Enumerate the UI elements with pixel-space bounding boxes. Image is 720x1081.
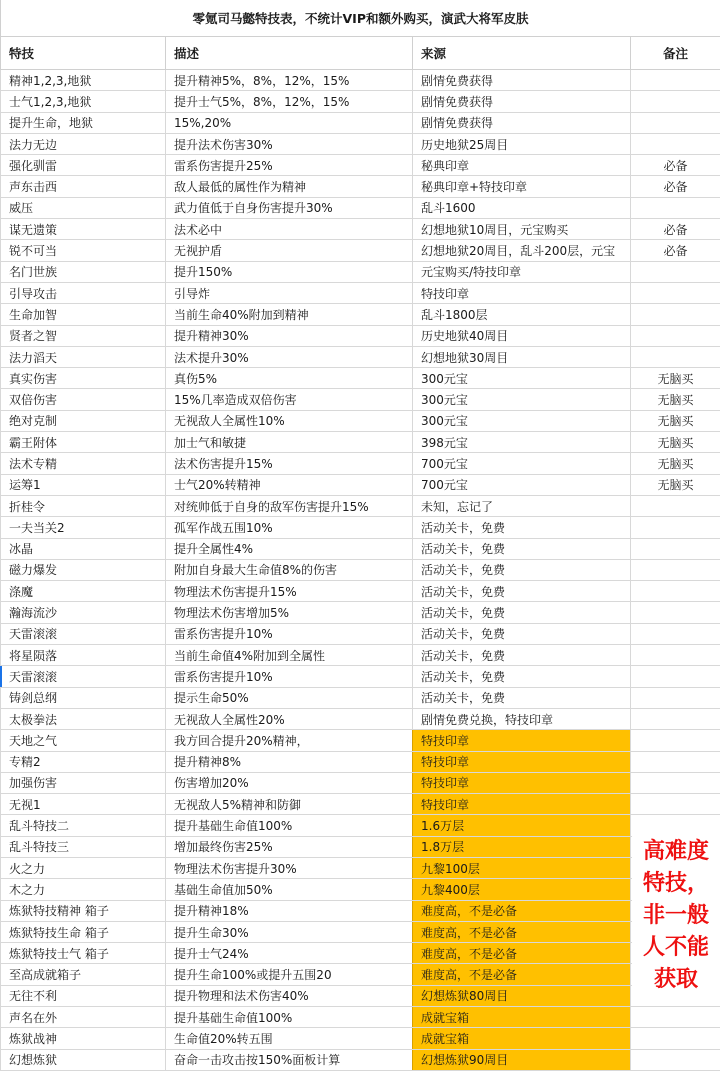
cell-note[interactable]	[630, 1050, 720, 1070]
cell-source[interactable]: 剧情免费获得	[412, 113, 630, 133]
header-row	[0, 37, 720, 70]
cell-note[interactable]	[630, 262, 720, 282]
cell-skill[interactable]: 专精2	[0, 752, 165, 772]
cell-note[interactable]	[630, 602, 720, 622]
cell-source[interactable]: 秘典印章	[412, 155, 630, 175]
cell-skill[interactable]: 至高成就箱子	[0, 964, 165, 984]
table-row	[0, 517, 720, 538]
cell-note[interactable]	[630, 1028, 720, 1048]
cell-desc[interactable]: 提升精神8%	[165, 752, 412, 772]
cell-desc[interactable]: 武力值低于自身伤害提升30%	[165, 198, 412, 218]
cell-skill[interactable]: 霸王附体	[0, 432, 165, 452]
cell-skill[interactable]: 绝对克制	[0, 411, 165, 431]
table-row	[0, 134, 720, 155]
cell-skill[interactable]: 天地之气	[0, 730, 165, 750]
cell-desc[interactable]: 伤害增加20%	[165, 773, 412, 793]
cell-skill[interactable]: 天雷滚滚	[0, 624, 165, 644]
cell-note[interactable]	[630, 794, 720, 814]
cell-source[interactable]: 历史地狱25周目	[412, 134, 630, 154]
cell-skill[interactable]: 乱斗特技三	[0, 837, 165, 857]
cell-desc[interactable]: 基础生命值加50%	[165, 879, 412, 899]
cell-source[interactable]: 活动关卡，免费	[412, 602, 630, 622]
cell-skill[interactable]: 涤魔	[0, 581, 165, 601]
cell-desc[interactable]: 我方回合提升20%精神，	[165, 730, 412, 750]
cell-source[interactable]: 难度高，不是必备	[412, 943, 630, 963]
table-row	[0, 198, 720, 219]
cell-note[interactable]	[630, 1007, 720, 1027]
cell-skill[interactable]: 磁力爆发	[0, 560, 165, 580]
table-row	[0, 347, 720, 368]
cell-skill[interactable]: 乱斗特技二	[0, 815, 165, 835]
cell-source[interactable]: 活动关卡，免费	[412, 539, 630, 559]
cell-desc[interactable]: 法术必中	[165, 219, 412, 239]
cell-note[interactable]	[630, 645, 720, 665]
cell-desc[interactable]: 15%几率造成双倍伤害	[165, 389, 412, 409]
cell-desc[interactable]: 雷系伤害提升10%	[165, 624, 412, 644]
side-note-line: 高难度	[642, 839, 709, 864]
cell-note[interactable]	[630, 517, 720, 537]
table-row	[0, 794, 720, 815]
table-row	[0, 645, 720, 666]
cell-source[interactable]: 活动关卡，免费	[412, 581, 630, 601]
cell-source[interactable]: 幻想炼狱90周目	[412, 1050, 630, 1070]
cell-desc[interactable]: 加士气和敏捷	[165, 432, 412, 452]
side-note-line: 特技，	[642, 871, 709, 896]
cell-note[interactable]	[630, 70, 720, 90]
table-row	[0, 624, 720, 645]
table-row	[0, 155, 720, 176]
cell-desc[interactable]: 物理法术伤害提升30%	[165, 858, 412, 878]
cell-skill[interactable]: 折桂令	[0, 496, 165, 516]
cell-skill[interactable]: 谋无遗策	[0, 219, 165, 239]
table-row	[0, 496, 720, 517]
table-row	[0, 901, 720, 922]
cell-desc[interactable]: 法术伤害提升15%	[165, 453, 412, 473]
table-row	[0, 368, 720, 389]
side-note-line: 获取	[653, 967, 698, 992]
cell-desc[interactable]: 增加最终伤害25%	[165, 837, 412, 857]
table-row	[0, 70, 720, 91]
table-row	[0, 240, 720, 261]
sheet-title[interactable]: 零氪司马懿特技表，不统计VIP和额外购买，演武大将军皮肤	[0, 0, 720, 37]
cell-skill[interactable]: 士气1,2,3,地狱	[0, 91, 165, 111]
cell-skill[interactable]: 引导攻击	[0, 283, 165, 303]
cell-skill[interactable]: 炼狱特技精神 箱子	[0, 901, 165, 921]
cell-desc[interactable]: 法术提升30%	[165, 347, 412, 367]
cell-source[interactable]: 剧情免费兑换，特技印章	[412, 709, 630, 729]
table-row	[0, 943, 720, 964]
cell-skill[interactable]: 炼狱特技生命 箱子	[0, 922, 165, 942]
cell-desc[interactable]: 真伤5%	[165, 368, 412, 388]
cell-source[interactable]: 700元宝	[412, 453, 630, 473]
cell-desc[interactable]: 提升精神5%，8%，12%，15%	[165, 70, 412, 90]
cell-skill[interactable]: 贤者之智	[0, 326, 165, 346]
table-row	[0, 752, 720, 773]
cell-source[interactable]: 未知，忘记了	[412, 496, 630, 516]
cell-source[interactable]: 幻想地狱10周目，元宝购买	[412, 219, 630, 239]
cell-skill[interactable]: 一夫当关2	[0, 517, 165, 537]
cell-skill[interactable]: 将星陨落	[0, 645, 165, 665]
cell-desc[interactable]: 物理法术伤害增加5%	[165, 602, 412, 622]
cell-note[interactable]: 必备	[630, 155, 720, 175]
table-row	[0, 539, 720, 560]
cell-desc[interactable]: 无视护盾	[165, 240, 412, 260]
header-source[interactable]: 来源	[412, 37, 630, 69]
cell-note[interactable]: 无脑买	[630, 411, 720, 431]
cell-source[interactable]: 1.8万层	[412, 837, 630, 857]
cell-source[interactable]: 幻想地狱20周目，乱斗200层，元宝	[412, 240, 630, 260]
cell-desc[interactable]: 雷系伤害提升25%	[165, 155, 412, 175]
cell-source[interactable]: 特技印章	[412, 773, 630, 793]
cell-note[interactable]	[630, 134, 720, 154]
cell-note[interactable]	[630, 539, 720, 559]
table-row	[0, 326, 720, 347]
table-row	[0, 432, 720, 453]
cell-skill[interactable]: 木之力	[0, 879, 165, 899]
cell-source[interactable]: 成就宝箱	[412, 1028, 630, 1048]
table-row	[0, 283, 720, 304]
cell-note[interactable]	[630, 752, 720, 772]
cell-skill[interactable]: 法力滔天	[0, 347, 165, 367]
cell-source[interactable]: 活动关卡，免费	[412, 645, 630, 665]
table-row	[0, 453, 720, 474]
cell-desc[interactable]: 生命值20%转五围	[165, 1028, 412, 1048]
cell-skill[interactable]: 精神1,2,3,地狱	[0, 70, 165, 90]
cell-skill[interactable]: 瀚海流沙	[0, 602, 165, 622]
cell-source[interactable]: 九黎100层	[412, 858, 630, 878]
cell-skill[interactable]: 锐不可当	[0, 240, 165, 260]
cell-desc[interactable]: 提升基础生命值100%	[165, 815, 412, 835]
cell-source[interactable]: 幻想炼狱80周目	[412, 986, 630, 1006]
cell-skill[interactable]: 炼狱特技士气 箱子	[0, 943, 165, 963]
cell-desc[interactable]: 15%,20%	[165, 113, 412, 133]
cell-note[interactable]	[630, 709, 720, 729]
cell-source[interactable]: 元宝购买/特技印章	[412, 262, 630, 282]
cell-skill[interactable]: 法术专精	[0, 453, 165, 473]
cell-desc[interactable]: 士气20%转精神	[165, 475, 412, 495]
cell-note[interactable]	[630, 91, 720, 111]
cell-note[interactable]	[630, 773, 720, 793]
cell-note[interactable]	[630, 666, 720, 686]
cell-source[interactable]: 剧情免费获得	[412, 91, 630, 111]
header-desc[interactable]: 描述	[165, 37, 412, 69]
cell-skill[interactable]: 真实伤害	[0, 368, 165, 388]
cell-desc[interactable]: 提升士气5%，8%，12%，15%	[165, 91, 412, 111]
cell-source[interactable]: 398元宝	[412, 432, 630, 452]
cell-desc[interactable]: 奋命一击攻击按150%面板计算	[165, 1050, 412, 1070]
table-row	[0, 602, 720, 623]
table-row	[0, 964, 720, 985]
cell-note[interactable]	[630, 347, 720, 367]
cell-skill[interactable]: 幻想炼狱	[0, 1050, 165, 1070]
cell-source[interactable]: 历史地狱40周目	[412, 326, 630, 346]
cell-desc[interactable]: 提升150%	[165, 262, 412, 282]
cell-desc[interactable]: 提升士气24%	[165, 943, 412, 963]
cell-source[interactable]: 活动关卡，免费	[412, 666, 630, 686]
cell-desc[interactable]: 引导炸	[165, 283, 412, 303]
cell-note[interactable]	[630, 198, 720, 218]
table-body	[0, 70, 720, 1071]
table-row	[0, 262, 720, 283]
table-row	[0, 219, 720, 240]
cell-source[interactable]: 1.6万层	[412, 815, 630, 835]
cell-source[interactable]: 700元宝	[412, 475, 630, 495]
cell-skill[interactable]: 名门世族	[0, 262, 165, 282]
table-row	[0, 986, 720, 1007]
cell-source[interactable]: 难度高，不是必备	[412, 922, 630, 942]
table-row	[0, 389, 720, 410]
cell-skill[interactable]: 双倍伤害	[0, 389, 165, 409]
cell-note[interactable]	[630, 304, 720, 324]
cell-skill[interactable]: 无往不利	[0, 986, 165, 1006]
cell-skill[interactable]: 太极拳法	[0, 709, 165, 729]
table-row	[0, 858, 720, 879]
table-row	[0, 581, 720, 602]
cell-source[interactable]: 秘典印章+特技印章	[412, 176, 630, 196]
cell-source[interactable]: 300元宝	[412, 368, 630, 388]
cell-desc[interactable]: 提升生命30%	[165, 922, 412, 942]
side-note[interactable]	[632, 832, 720, 1000]
cell-skill[interactable]: 生命加智	[0, 304, 165, 324]
cell-source[interactable]: 300元宝	[412, 389, 630, 409]
cell-source[interactable]: 成就宝箱	[412, 1007, 630, 1027]
cell-source[interactable]: 乱斗1800层	[412, 304, 630, 324]
table-row	[0, 475, 720, 496]
cell-skill[interactable]: 铸剑总纲	[0, 688, 165, 708]
table-row	[0, 176, 720, 197]
cell-desc[interactable]: 当前生命40%附加到精神	[165, 304, 412, 324]
table-row	[0, 411, 720, 432]
cell-source[interactable]: 剧情免费获得	[412, 70, 630, 90]
cell-note[interactable]	[630, 326, 720, 346]
table-row	[0, 688, 720, 709]
cell-skill[interactable]: 提升生命，地狱	[0, 113, 165, 133]
cell-desc[interactable]: 提升物理和法术伤害40%	[165, 986, 412, 1006]
cell-desc[interactable]: 提升精神18%	[165, 901, 412, 921]
table-row	[0, 560, 720, 581]
cell-note[interactable]	[630, 496, 720, 516]
cell-source[interactable]: 特技印章	[412, 283, 630, 303]
cell-desc[interactable]: 雷系伤害提升10%	[165, 666, 412, 686]
cell-skill[interactable]: 加强伤害	[0, 773, 165, 793]
cell-source[interactable]: 特技印章	[412, 730, 630, 750]
cell-source[interactable]: 活动关卡，免费	[412, 560, 630, 580]
cell-note[interactable]: 无脑买	[630, 432, 720, 452]
cell-note[interactable]	[630, 283, 720, 303]
table-row	[0, 304, 720, 325]
cell-desc[interactable]: 敌人最低的属性作为精神	[165, 176, 412, 196]
cell-skill[interactable]: 运筹1	[0, 475, 165, 495]
table-row	[0, 879, 720, 900]
cell-note[interactable]	[630, 730, 720, 750]
cell-source[interactable]: 特技印章	[412, 752, 630, 772]
side-note-line: 人不能	[642, 935, 709, 960]
table-row	[0, 773, 720, 794]
cell-skill[interactable]: 强化驯雷	[0, 155, 165, 175]
cell-source[interactable]: 九黎400层	[412, 879, 630, 899]
cell-note[interactable]	[630, 688, 720, 708]
header-skill[interactable]: 特技	[0, 37, 165, 69]
cell-note[interactable]: 必备	[630, 176, 720, 196]
cell-note[interactable]: 无脑买	[630, 453, 720, 473]
cell-desc[interactable]: 附加自身最大生命值8%的伤害	[165, 560, 412, 580]
table-row	[0, 1028, 720, 1049]
cell-skill[interactable]: 威压	[0, 198, 165, 218]
cell-desc[interactable]: 当前生命值4%附加到全属性	[165, 645, 412, 665]
cell-note[interactable]	[630, 560, 720, 580]
cell-note[interactable]: 无脑买	[630, 389, 720, 409]
cell-desc[interactable]: 孤军作战五围10%	[165, 517, 412, 537]
cell-note[interactable]	[630, 624, 720, 644]
table-row	[0, 709, 720, 730]
side-note-line: 非一般	[642, 903, 709, 928]
table-row	[0, 91, 720, 112]
cell-note[interactable]: 无脑买	[630, 368, 720, 388]
cell-skill[interactable]: 冰晶	[0, 539, 165, 559]
cell-skill[interactable]: 炼狱战神	[0, 1028, 165, 1048]
cell-desc[interactable]: 提升基础生命值100%	[165, 1007, 412, 1027]
cell-source[interactable]: 幻想地狱30周目	[412, 347, 630, 367]
cell-note[interactable]: 无脑买	[630, 475, 720, 495]
cell-note[interactable]	[630, 113, 720, 133]
cell-skill[interactable]: 法力无边	[0, 134, 165, 154]
cell-desc[interactable]: 提升生命100%或提升五围20	[165, 964, 412, 984]
cell-source[interactable]: 活动关卡，免费	[412, 517, 630, 537]
cell-desc[interactable]: 对统帅低于自身的敌军伤害提升15%	[165, 496, 412, 516]
cell-source[interactable]: 特技印章	[412, 794, 630, 814]
cell-source[interactable]: 活动关卡，免费	[412, 688, 630, 708]
header-note[interactable]: 备注	[630, 37, 720, 69]
cell-desc[interactable]: 提升全属性4%	[165, 539, 412, 559]
cell-note[interactable]: 必备	[630, 219, 720, 239]
cell-note[interactable]: 必备	[630, 240, 720, 260]
cell-skill[interactable]: 火之力	[0, 858, 165, 878]
cell-desc[interactable]: 无视敌人5%精神和防御	[165, 794, 412, 814]
cell-desc[interactable]: 提升法术伤害30%	[165, 134, 412, 154]
cell-source[interactable]: 难度高，不是必备	[412, 964, 630, 984]
table-row	[0, 837, 720, 858]
cell-desc[interactable]: 提升精神30%	[165, 326, 412, 346]
cell-source[interactable]: 乱斗1600	[412, 198, 630, 218]
cell-skill[interactable]: 声东击西	[0, 176, 165, 196]
cell-desc[interactable]: 无视敌人全属性20%	[165, 709, 412, 729]
cell-source[interactable]: 难度高，不是必备	[412, 901, 630, 921]
cell-desc[interactable]: 提示生命50%	[165, 688, 412, 708]
cell-note[interactable]	[630, 581, 720, 601]
table-row	[0, 1007, 720, 1028]
table-row	[0, 113, 720, 134]
cell-desc[interactable]: 物理法术伤害提升15%	[165, 581, 412, 601]
table-row	[0, 815, 720, 836]
table-row	[0, 666, 720, 687]
cell-source[interactable]: 活动关卡，免费	[412, 624, 630, 644]
cell-skill[interactable]: 天雷滚滚	[0, 666, 165, 686]
cell-skill[interactable]: 声名在外	[0, 1007, 165, 1027]
cell-skill[interactable]: 无视1	[0, 794, 165, 814]
table-row	[0, 1050, 720, 1071]
table-row	[0, 730, 720, 751]
cell-source[interactable]: 300元宝	[412, 411, 630, 431]
cell-desc[interactable]: 无视敌人全属性10%	[165, 411, 412, 431]
table-row	[0, 922, 720, 943]
